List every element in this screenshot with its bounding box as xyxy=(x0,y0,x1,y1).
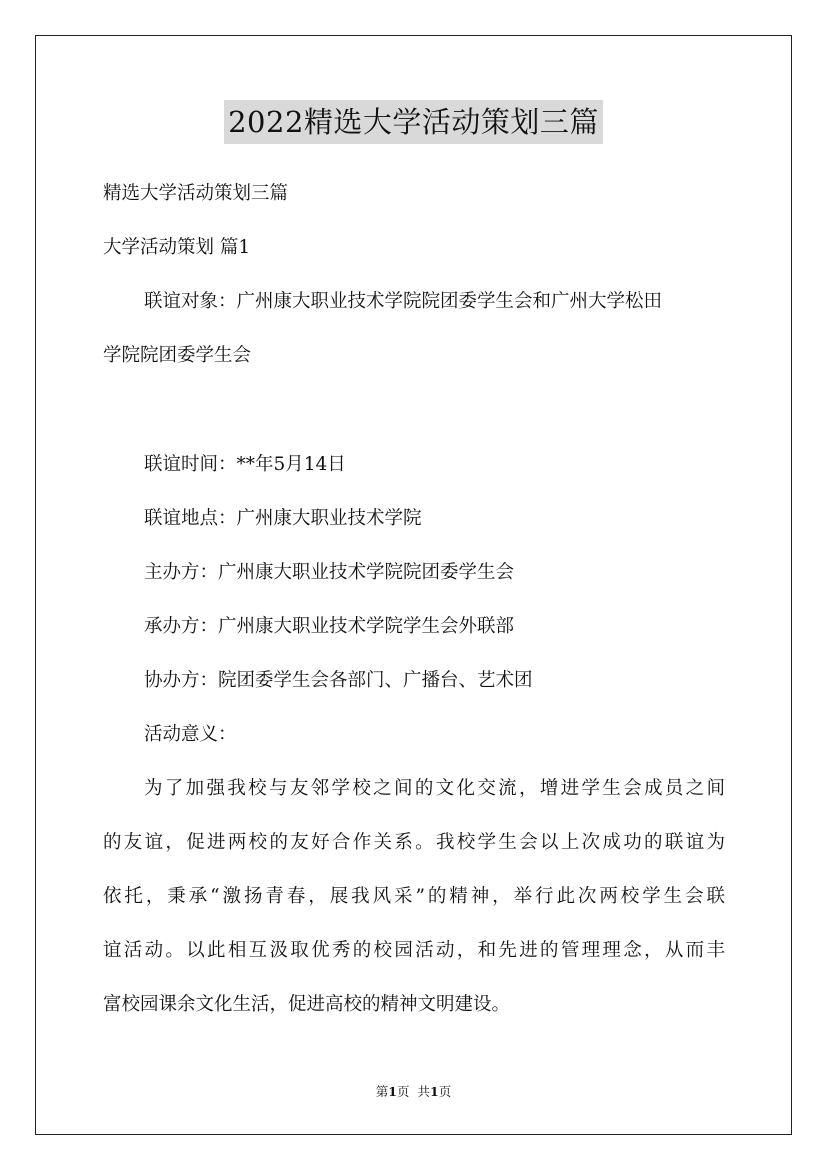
document-title: 2022精选大学活动策划三篇 xyxy=(224,100,603,144)
footer-total-number: 1 xyxy=(429,1084,439,1099)
event-time: 联谊时间：**年5月14日 xyxy=(144,454,346,475)
footer-page-number: 1 xyxy=(388,1084,397,1099)
paragraph-line: 学院院团委学生会 xyxy=(103,345,252,366)
body-line: 依托，秉承“激扬青春，展我风采”的精神，举行此次两校学生会联 xyxy=(103,886,725,907)
footer-total-suffix: 页 xyxy=(438,1084,452,1099)
event-place: 联谊地点：广州康大职业技术学院 xyxy=(144,508,422,529)
body-line: 的友谊，促进两校的友好合作关系。我校学生会以上次成功的联谊为 xyxy=(103,832,725,853)
footer-total-prefix: 共 xyxy=(417,1084,430,1099)
document-title-block xyxy=(0,100,827,144)
page-footer xyxy=(0,1084,827,1100)
footer-page-prefix: 第 xyxy=(375,1084,389,1099)
event-organizer: 承办方：广州康大职业技术学院学生会外联部 xyxy=(144,616,515,637)
subtitle: 精选大学活动策划三篇 xyxy=(103,183,289,204)
footer-page-suffix: 页 xyxy=(397,1084,410,1099)
event-co-organizer: 协办方：院团委学生会各部门、广播台、艺术团 xyxy=(144,670,533,691)
section-heading: 大学活动策划 篇1 xyxy=(103,237,251,258)
body-line: 富校园课余文化生活，促进高校的精神文明建设。 xyxy=(103,994,511,1015)
significance-heading: 活动意义： xyxy=(144,724,237,745)
paragraph-line: 联谊对象：广州康大职业技术学院院团委学生会和广州大学松田 xyxy=(144,291,663,312)
event-host: 主办方：广州康大职业技术学院院团委学生会 xyxy=(144,562,515,583)
body-line: 为了加强我校与友邻学校之间的文化交流，增进学生会成员之间 xyxy=(144,778,725,799)
body-line: 谊活动。以此相互汲取优秀的校园活动，和先进的管理理念，从而丰 xyxy=(103,940,725,961)
